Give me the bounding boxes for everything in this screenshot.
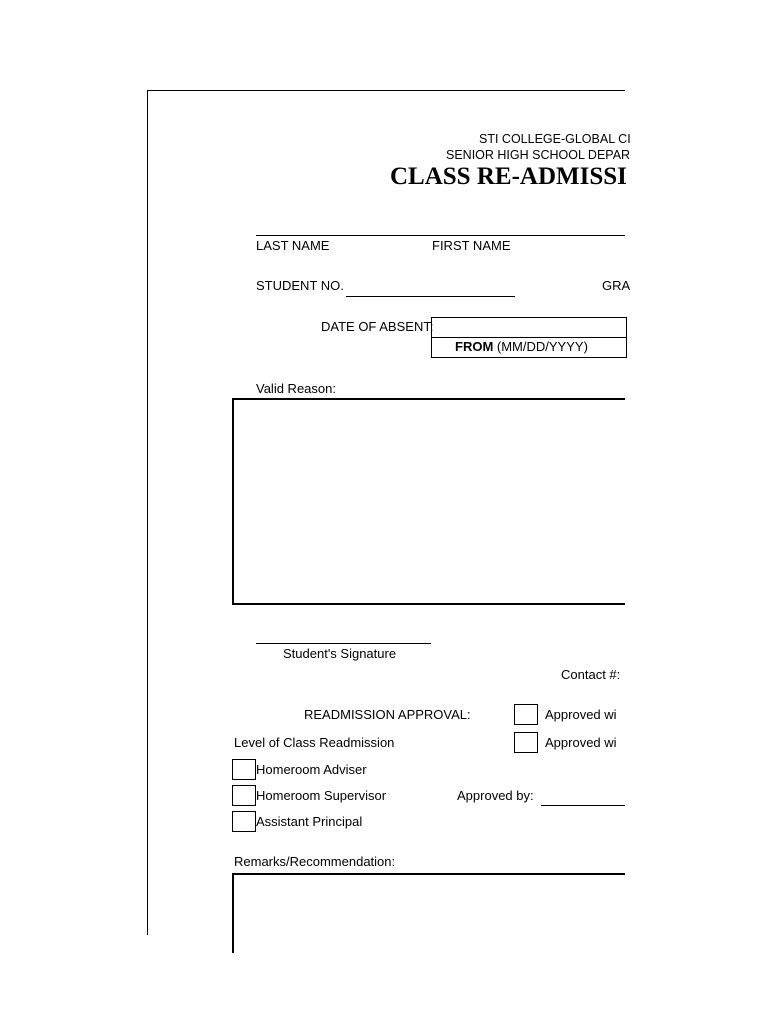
approved-by-line[interactable] [541,805,625,806]
date-from-caption [455,339,588,354]
valid-reason-textbox[interactable] [232,398,625,605]
homeroom-adviser-checkbox[interactable] [232,759,256,780]
homeroom-supervisor-checkbox[interactable] [232,785,256,806]
approved-option-1-checkbox[interactable] [514,704,538,725]
remarks-textbox[interactable] [232,873,625,953]
date-of-absent-label: DATE OF ABSENT: [321,319,434,334]
form-sheet [147,90,631,935]
homeroom-supervisor-label: Homeroom Supervisor [256,788,387,803]
from-label: FROM [455,339,494,354]
student-signature-line[interactable] [256,643,431,644]
name-line[interactable] [256,235,625,236]
grade-label: GRA [602,278,631,293]
remarks-label: Remarks/Recommendation: [234,854,396,869]
student-signature-label: Student's Signature [283,646,397,661]
assistant-principal-label: Assistant Principal [256,814,363,829]
student-no-label: STUDENT NO. [256,278,344,293]
valid-reason-label: Valid Reason: [256,381,336,396]
approved-option-2-checkbox[interactable] [514,732,538,753]
institution-name: STI COLLEGE-GLOBAL CI [479,132,631,146]
homeroom-adviser-label: Homeroom Adviser [256,762,367,777]
form-title: CLASS RE-ADMISSI [390,163,627,190]
last-name-label: LAST NAME [256,238,330,253]
contact-label: Contact #: [561,667,621,682]
approved-option-2-label: Approved wi [545,735,617,750]
approved-option-1-label: Approved wi [545,707,617,722]
date-format-label: (MM/DD/YYYY) [493,339,588,354]
level-of-readmission-label: Level of Class Readmission [234,735,395,750]
student-no-field[interactable] [346,296,515,297]
readmission-approval-label: READMISSION APPROVAL: [304,707,471,722]
approved-by-label: Approved by: [457,788,534,803]
first-name-label: FIRST NAME [432,238,511,253]
date-from-field[interactable] [431,317,627,338]
department-name: SENIOR HIGH SCHOOL DEPAR [446,148,631,162]
assistant-principal-checkbox[interactable] [232,811,256,832]
